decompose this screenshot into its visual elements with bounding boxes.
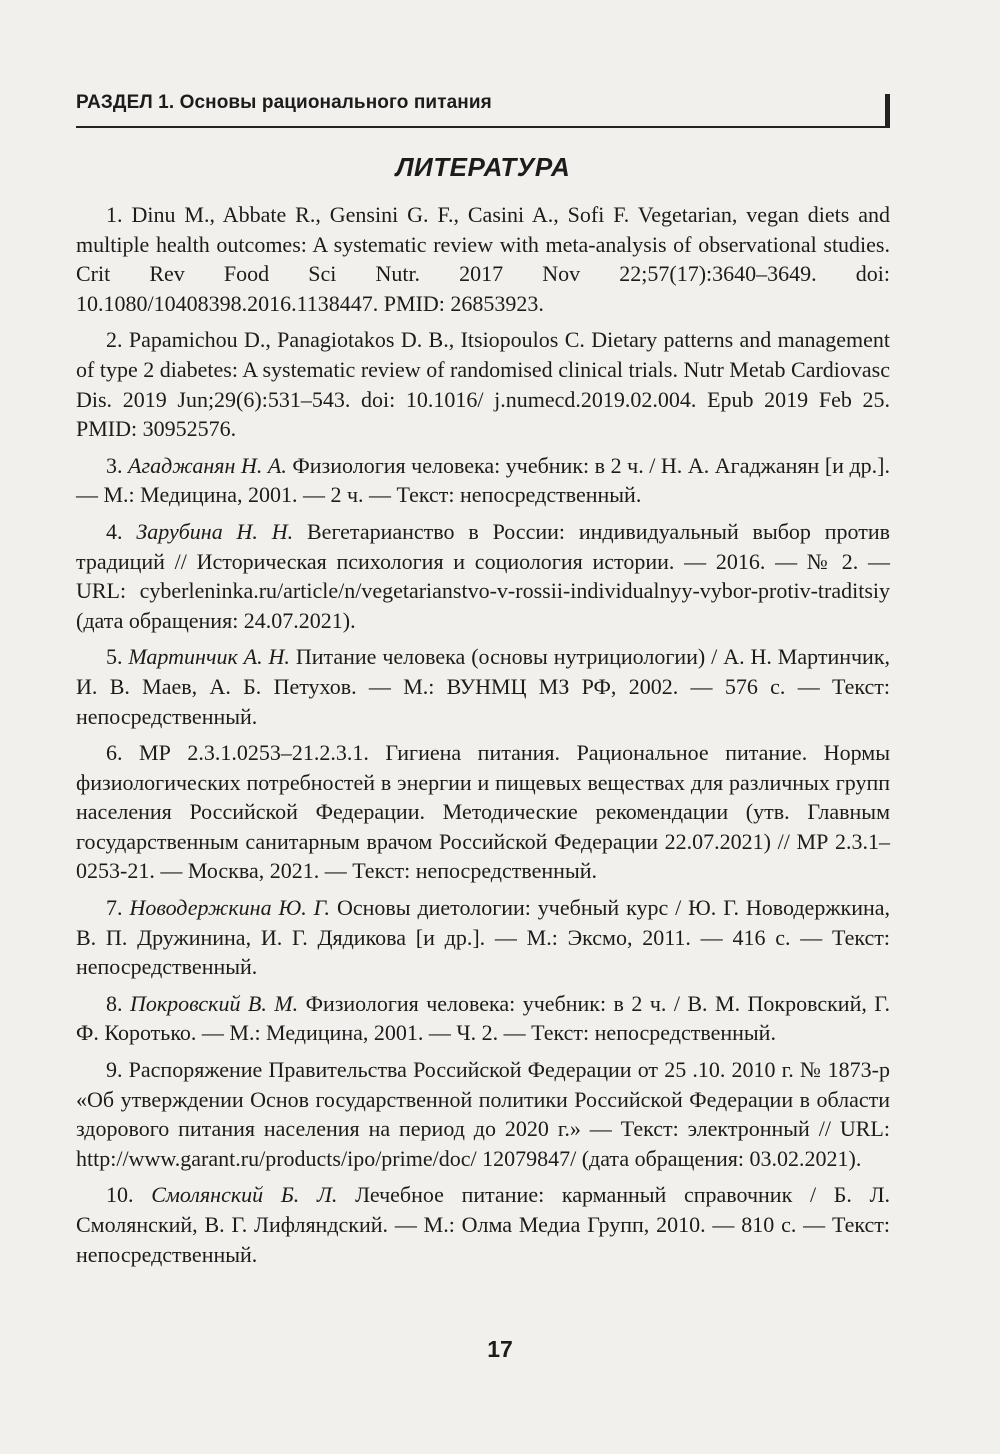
- reference-number: 2.: [106, 327, 123, 353]
- header-rule-bar: [885, 94, 890, 126]
- reference-author: Покровский В. М.: [129, 990, 299, 1016]
- reference-text: Физиология человека: учебник: в 2 ч. / Н. А. Агаджанян [и др.]. — М.: Медицина, 2001. — 2 ч. — Текст: непосредственный.: [76, 452, 890, 508]
- reference-text: Основы диетологии: учебный курс / Ю. Г. Новодержкина, В. П. Дружинина, И. Г. Дядикова [и др.]. — М.: Эксмо, 2011. — 416 с. — Текст: непосредственный.: [76, 895, 891, 980]
- reference-number: 5.: [106, 644, 123, 670]
- reference-item-6: [76, 738, 890, 886]
- reference-list: [76, 200, 890, 1276]
- reference-author: Зарубина Н. Н.: [136, 518, 294, 544]
- section-title: ЛИТЕРАТУРА: [395, 152, 571, 182]
- reference-item-8: [76, 989, 890, 1048]
- reference-item-10: [76, 1180, 890, 1269]
- running-header: [76, 92, 890, 128]
- reference-text: Вегетарианство в России: индивидуальный выбор против традиций // Историческая психология и социология истории. — 2016. — № 2. — URL: cyberleninka.ru/article/n/vegetarianstvo-v-rossii-individualnyy-vybor-protiv-traditsiy (дата обращения: 24.07.2021).: [76, 518, 891, 633]
- reference-text: Питание человека (основы нутрициологии) / А. Н. Мартинчик, И. В. Маев, А. Б. Петухов. — М.: ВУНМЦ МЗ РФ, 2002. — 576 с. — Текст: непосредственный.: [76, 644, 891, 729]
- running-header-title: РАЗДЕЛ 1. Основы рационального питания: [76, 92, 492, 113]
- reference-text: Лечебное питание: карманный справочник / Б. Л. Смолянский, В. Г. Лифляндский. — М.: Олма Медиа Групп, 2010. — 810 с. — Текст: непосредственный.: [76, 1182, 890, 1267]
- reference-number: 8.: [106, 990, 123, 1016]
- reference-number: 6.: [106, 740, 123, 766]
- reference-author: Смолянский Б. Л.: [151, 1182, 338, 1208]
- reference-item-9: [76, 1055, 890, 1173]
- reference-number: 3.: [106, 452, 123, 478]
- reference-item-1: [76, 200, 890, 318]
- page-number: 17: [487, 1336, 513, 1362]
- reference-text: Физиология человека: учебник: в 2 ч. / В. М. Покровский, Г. Ф. Коротько. — М.: Медицина, 2001. — Ч. 2. — Текст: непосредственный.: [76, 990, 891, 1046]
- reference-item-7: [76, 893, 890, 982]
- reference-text: Распоряжение Правительства Российской Федерации от 25 .10. 2010 г. № 1873-р «Об утверждении Основ государственной политики Российской Федерации в области здорового питания населения на период до 2020 г.» — Текст: электронный // URL: http://www.garant.ru/products/ipo/prime/doc/ 12079847/ (дата обращения: 03.02.2021).: [76, 1057, 891, 1171]
- reference-author: Агаджанян Н. А.: [128, 452, 287, 478]
- reference-number: 4.: [106, 518, 123, 544]
- reference-text: МР 2.3.1.0253–21.2.3.1. Гигиена питания. Рациональное питание. Нормы физиологических потребностей в энергии и пищевых веществах для различных групп населения Российской Федерации. Методические рекомендации (утв. Главным государственным санитарным врачом Российской Федерации 22.07.2021) // МР 2.3.1–0253-21. — Москва, 2021. — Текст: непосредственный.: [76, 740, 890, 884]
- reference-number: 1.: [106, 202, 123, 227]
- reference-number: 9.: [106, 1057, 123, 1083]
- reference-item-2: [76, 325, 890, 443]
- reference-number: 10.: [106, 1182, 134, 1208]
- reference-item-4: [76, 517, 890, 635]
- reference-item-3: [76, 451, 890, 510]
- reference-author: Мартинчик А. Н.: [128, 644, 290, 670]
- reference-text: Dinu M., Abbate R., Gensini G. F., Casini A., Sofi F. Vegetarian, vegan diets and multiple health outcomes: A systematic review with meta-analysis of observational studies. Crit Rev Food Sci Nutr. 2017 Nov 22;57(17):3640–3649. doi: 10.1080/10408398.2016.1138447. PMID: 26853923.: [76, 202, 891, 316]
- reference-item-5: [76, 642, 890, 731]
- reference-text: Papamichou D., Panagiotakos D. B., Itsiopoulos C. Dietary patterns and management of type 2 diabetes: A systematic review of randomised clinical trials. Nutr Metab Cardiovasc Dis. 2019 Jun;29(6):531–543. doi: 10.1016/ j.numecd.2019.02.004. Epub 2019 Feb 25. PMID: 30952576.: [76, 327, 891, 442]
- reference-number: 7.: [106, 895, 123, 921]
- reference-author: Новодержкина Ю. Г.: [129, 895, 330, 921]
